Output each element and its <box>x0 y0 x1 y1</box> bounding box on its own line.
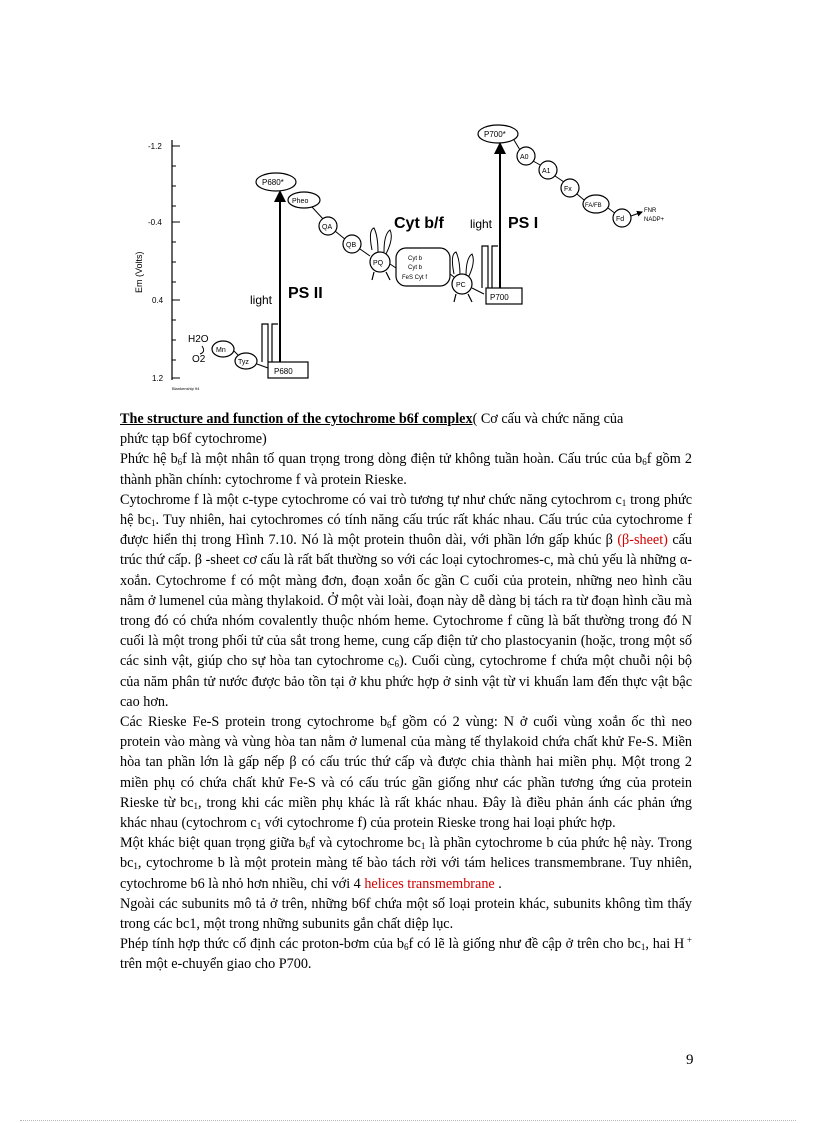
text-run: , trong khi các miền phụ khác là rất khác nhau. Đây là điều phản ánh các phản ứng khác nhau (cytochrom c <box>120 794 692 832</box>
z-scheme-figure <box>128 118 700 400</box>
text-run: f gồm có 2 vùng: N ở cuối vùng xoắn ốc thì neo protein vào màng và vùng hòa tan nằm ở lumenal của màng tế thylakoid chứa chất khử Fe-S. Miền hòa tan phần lớn là gấp nếp β có cấu trúc thứ cấp và được chia thành hai miền phụ. Một trong 2 miền phụ có chứa chất khử Fe-S và có cấu trúc gần giống như các phần tương ứng của protein Rieske từ bc <box>120 714 693 811</box>
psi-label: PS I <box>508 215 539 232</box>
y-tick: -0.4 <box>148 218 162 227</box>
paragraph <box>120 490 692 712</box>
text-run: Cytochrome f là một c-type cytochrome có vai trò tương tự như chức năng cytochrom c <box>120 491 622 508</box>
text-run: α <box>676 552 688 569</box>
paragraph <box>120 934 692 974</box>
text-run: f gồm 2 thành phần chính: cytochrome f và protein Rieske. <box>120 451 692 488</box>
tyz-label: Tyz <box>238 359 249 366</box>
section-title-translation: ( Cơ cấu và chức năng của <box>472 411 624 427</box>
text-run: Phép tính hợp thức cố định các proton-bơm của b <box>120 936 405 953</box>
highlighted-term: (β-sheet) <box>612 532 668 549</box>
text-run: Một khác biệt quan trọng giữa b <box>120 835 306 852</box>
text-run: Các Rieske Fe-S protein trong cytochrome b <box>120 714 388 731</box>
subscript: 1 <box>420 841 426 852</box>
qb-label: QB <box>346 242 357 249</box>
fafb-label: FA/FB <box>585 203 602 209</box>
a0-label: A0 <box>520 154 529 161</box>
h2o-label: H2O <box>188 334 209 345</box>
subscript: 1 <box>640 942 646 953</box>
text-run: - xoắn. Cytochrome f có một màng đơn, đoạn xoắn ốc gần C cuối của protein, những neo hình cầu nằm ở lumenel của màng thylakoid. Ở một vài loài, đoạn này dễ dàng bị tách ra từ đoạn hình cầu mà trong đó có chứa nhóm covalently thuộc nhóm heme. Cytochrome f cũng là bất thường trong đó N cuối là một trong phối tử của sắt trong heme, cung cấp điện tử cho plastocyanin (hoặc, trong một số các sinh vật, giúp cho sự hòa tan cytochrome c <box>120 552 693 670</box>
light-label: light <box>470 217 493 231</box>
text-run: trong phức hệ bc <box>120 491 692 529</box>
text-run: f và cytochrome bc <box>310 835 421 852</box>
text-run: f có lẽ là giống như đề cập ở trên cho bc <box>408 936 641 953</box>
subscript: 1 <box>133 861 138 872</box>
text-run: là phần cytochrome b của phức hệ này. Trong bc <box>120 835 692 872</box>
qa-label: QA <box>322 224 333 231</box>
nadp-label: NADP+ <box>644 217 665 223</box>
o2-label: O2 <box>192 354 206 365</box>
cytbf-label: Cyt b/f <box>394 215 444 232</box>
text-run: , cytochrome b là một protein màng tế bào tách rời với tám helices transmembrane. Tuy nhiên, cytochrome b6 là nhỏ hơn nhiều, chỉ với 4 <box>120 855 692 892</box>
subscript: 1 <box>621 497 627 508</box>
fd-label: Fd <box>616 216 625 223</box>
pheo-label: Pheo <box>292 198 309 205</box>
y-tick: 1.2 <box>152 374 164 383</box>
text-run: , hai H <box>645 936 685 953</box>
psii-label: PS II <box>288 285 323 302</box>
subscript: 6 <box>404 942 409 953</box>
cyt-box-line: Cyt b <box>408 256 423 262</box>
text-run: ). Cuối cùng, cytochrome f chứa một chuỗi nội bộ của năm phân tử nước được bảo tồn tại ở khu phức hợp ở sinh vật từ vi khuẩn lam đến thực vật bậc cao hơn. <box>120 653 693 710</box>
text-run: Phức hệ b <box>120 451 178 468</box>
pq-label: PQ <box>373 260 384 267</box>
subscript: 6 <box>394 659 399 670</box>
paragraph: Ngoài các subunits mô tả ở trên, những b6f chứa một số loại protein khác, subunits không tìm thấy trong các bc1, một trong những subunits gắn chất diệp lục. <box>120 895 692 933</box>
cyt-box-line: FeS Cyt f <box>402 275 428 281</box>
y-tick: -1.2 <box>148 142 162 151</box>
p700-star-label: P700* <box>484 130 506 139</box>
superscript: + <box>684 935 692 946</box>
text-run: trên một e-chuyển giao cho P700. <box>120 956 312 973</box>
a1-label: A1 <box>542 168 551 175</box>
page-number: 9 <box>686 1052 694 1068</box>
subscript: 6 <box>177 457 183 468</box>
section-title-translation-cont: phức tạp b6f cytochrome) <box>120 431 267 448</box>
highlighted-term: helices transmembrane <box>360 875 495 892</box>
body-text <box>120 409 692 975</box>
fnr-label: FNR <box>644 208 657 214</box>
text-run: . <box>494 875 502 892</box>
fx-label: Fx <box>564 186 572 193</box>
mn-label: Mn <box>216 347 226 354</box>
text-run: với cytochrome f) của protein Rieske trong hai loại phức hợp. <box>261 815 616 832</box>
subscript: 6 <box>305 841 311 852</box>
subscript: 1 <box>193 800 199 811</box>
text-run: . Tuy nhiên, hai cytochromes có tính năng cấu trúc rất khác nhau. Cấu trúc của cytochrome f được hiển thị trong Hình 7.10. Nó là một protein thuôn dài, với phần lớn gấp khúc β <box>120 512 692 549</box>
subscript: 1 <box>151 518 156 529</box>
paragraph <box>120 833 692 894</box>
text-run: cấu trúc thứ cấp. β -sheet cơ cấu là rất bất thường so với các loại cytochromes-c, mà chủ yếu là những <box>120 532 693 569</box>
pc-label: PC <box>456 282 466 289</box>
p680-label: P680 <box>274 367 293 376</box>
cyt-box-line: Cyt b <box>408 265 423 271</box>
subscript: 1 <box>256 821 262 832</box>
paragraph <box>120 449 692 489</box>
y-tick: 0.4 <box>152 296 164 305</box>
paragraph <box>120 712 692 833</box>
light-label: light <box>250 293 273 307</box>
section-title: The structure and function of the cytochrome b6f complex <box>120 411 473 427</box>
section-heading <box>120 409 692 449</box>
text-run: f là một nhân tố quan trọng trong dòng điện tử không tuần hoàn. Cấu trúc của b <box>182 451 643 468</box>
page-bottom-rule <box>20 1120 796 1121</box>
p700-label: P700 <box>490 293 509 302</box>
y-axis-label: Em (Volts) <box>134 251 144 293</box>
p680-star-label: P680* <box>262 178 284 187</box>
figure-credit: Blankenship 94 <box>172 386 200 391</box>
subscript: 6 <box>642 457 647 468</box>
subscript: 6 <box>387 720 392 731</box>
